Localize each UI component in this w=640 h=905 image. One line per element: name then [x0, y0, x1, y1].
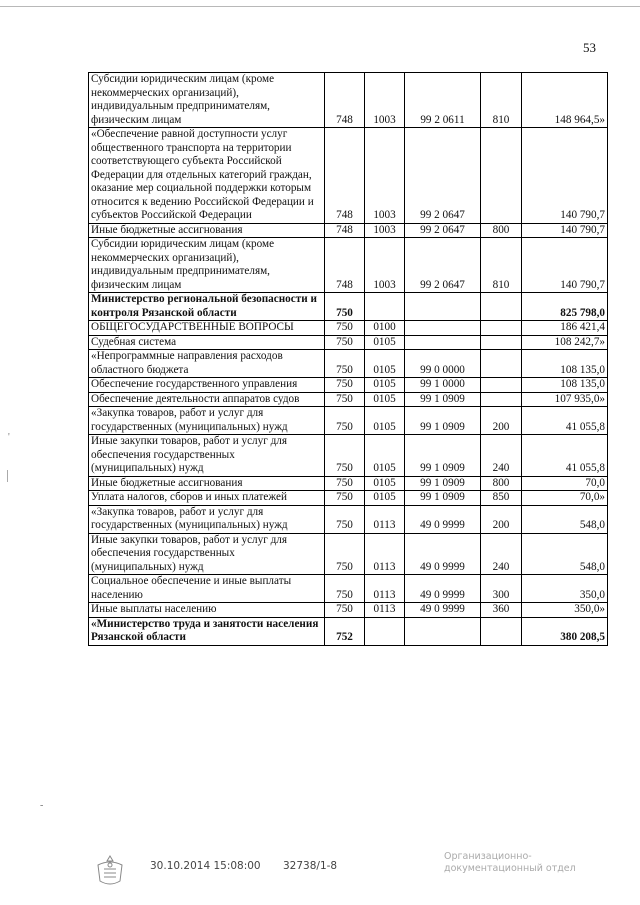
stamp-line-2: документационный отдел: [444, 863, 576, 874]
cell-ministry: 750: [325, 435, 365, 477]
table-row: [89, 293, 608, 321]
cell-ministry: 750: [325, 407, 365, 435]
cell-amount: 41 055,8: [522, 407, 608, 435]
cell-target: [405, 617, 481, 645]
cell-amount: 380 208,5: [522, 617, 608, 645]
cell-type: [481, 335, 522, 350]
cell-amount: 107 935,0»: [522, 392, 608, 407]
cell-ministry: 750: [325, 575, 365, 603]
cell-section: 1003: [365, 223, 405, 238]
cell-type: [481, 321, 522, 336]
cell-name: «Обеспечение равной доступности услуг общественного транспорта на территории соответствующего субъекта Российской Федерации для отдельных категорий граждан, оказание мер социальной поддержки которым относится к ведению Российской Федерации и субъектов Российской Федерации: [89, 128, 325, 224]
cell-target: 99 2 0647: [405, 223, 481, 238]
cell-section: 0105: [365, 476, 405, 491]
cell-type: [481, 378, 522, 393]
cell-target: [405, 293, 481, 321]
footer-doc-number: 32738/1-8: [283, 860, 338, 872]
budget-table-body: [89, 73, 608, 646]
cell-type: 200: [481, 407, 522, 435]
cell-target: 49 0 9999: [405, 603, 481, 618]
cell-ministry: 748: [325, 128, 365, 224]
cell-section: 0105: [365, 491, 405, 506]
cell-ministry: 750: [325, 321, 365, 336]
cell-amount: 70,0»: [522, 491, 608, 506]
cell-amount: 186 421,4: [522, 321, 608, 336]
table-row: [89, 321, 608, 336]
cell-ministry: 748: [325, 223, 365, 238]
table-row: [89, 128, 608, 224]
cell-name: ОБЩЕГОСУДАРСТВЕННЫЕ ВОПРОСЫ: [89, 321, 325, 336]
cell-name: Субсидии юридическим лицам (кроме некоммерческих организаций), индивидуальным предпринимателям, физическим лицам: [89, 238, 325, 293]
table-row: [89, 407, 608, 435]
cell-section: 0105: [365, 378, 405, 393]
top-scan-edge-line: [0, 6, 640, 7]
cell-amount: 108 135,0: [522, 378, 608, 393]
table-row: [89, 435, 608, 477]
cell-name: Иные закупки товаров, работ и услуг для обеспечения государственных (муниципальных) нужд: [89, 435, 325, 477]
budget-table: [88, 72, 608, 646]
cell-amount: 140 790,7: [522, 238, 608, 293]
cell-ministry: 750: [325, 392, 365, 407]
cell-target: 49 0 9999: [405, 505, 481, 533]
cell-name: Иные закупки товаров, работ и услуг для обеспечения государственных (муниципальных) нужд: [89, 533, 325, 575]
cell-section: 0100: [365, 321, 405, 336]
table-row: [89, 476, 608, 491]
cell-section: 0105: [365, 350, 405, 378]
cell-amount: 70,0: [522, 476, 608, 491]
cell-amount: 41 055,8: [522, 435, 608, 477]
cell-ministry: 750: [325, 335, 365, 350]
cell-target: 99 1 0909: [405, 392, 481, 407]
department-stamp: [444, 851, 576, 875]
cell-target: 99 2 0647: [405, 128, 481, 224]
cell-amount: 108 242,7»: [522, 335, 608, 350]
cell-amount: 350,0»: [522, 603, 608, 618]
cell-amount: 548,0: [522, 505, 608, 533]
cell-amount: 825 798,0: [522, 293, 608, 321]
table-row: [89, 603, 608, 618]
cell-amount: 148 964,5»: [522, 73, 608, 128]
cell-target: [405, 321, 481, 336]
cell-name: Социальное обеспечение и иные выплаты населению: [89, 575, 325, 603]
table-row: [89, 617, 608, 645]
cell-ministry: 750: [325, 603, 365, 618]
cell-type: 360: [481, 603, 522, 618]
stamp-line-1: Организационно-: [444, 851, 532, 862]
cell-ministry: 750: [325, 378, 365, 393]
cell-amount: 140 790,7: [522, 223, 608, 238]
cell-name: Иные выплаты населению: [89, 603, 325, 618]
cell-section: [365, 617, 405, 645]
cell-section: 0113: [365, 575, 405, 603]
cell-type: 810: [481, 73, 522, 128]
cell-type: 800: [481, 223, 522, 238]
cell-name: Министерство региональной безопасности и контроля Рязанской области: [89, 293, 325, 321]
cell-name: Иные бюджетные ассигнования: [89, 223, 325, 238]
cell-name: Обеспечение деятельности аппаратов судов: [89, 392, 325, 407]
table-row: [89, 533, 608, 575]
cell-amount: 108 135,0: [522, 350, 608, 378]
coat-of-arms-icon: [90, 853, 130, 889]
cell-ministry: 750: [325, 505, 365, 533]
cell-name: Субсидии юридическим лицам (кроме некоммерческих организаций), индивидуальным предпринимателям, физическим лицам: [89, 73, 325, 128]
cell-target: 99 1 0909: [405, 476, 481, 491]
footer-timestamp: 30.10.2014 15:08:00: [150, 860, 261, 872]
cell-type: [481, 128, 522, 224]
cell-target: 99 1 0000: [405, 378, 481, 393]
table-row: [89, 223, 608, 238]
cell-target: 99 1 0909: [405, 491, 481, 506]
cell-section: 0113: [365, 505, 405, 533]
cell-amount: 140 790,7: [522, 128, 608, 224]
cell-target: 99 1 0909: [405, 407, 481, 435]
table-row: [89, 350, 608, 378]
cell-target: 99 0 0000: [405, 350, 481, 378]
margin-dash: -: [40, 800, 44, 811]
cell-ministry: 750: [325, 293, 365, 321]
cell-ministry: 750: [325, 350, 365, 378]
cell-target: 99 1 0909: [405, 435, 481, 477]
cell-ministry: 750: [325, 491, 365, 506]
cell-section: 1003: [365, 128, 405, 224]
table-row: [89, 491, 608, 506]
cell-section: 0113: [365, 603, 405, 618]
table-row: [89, 392, 608, 407]
cell-type: 810: [481, 238, 522, 293]
cell-target: 49 0 9999: [405, 533, 481, 575]
cell-section: 0113: [365, 533, 405, 575]
cell-name: Судебная система: [89, 335, 325, 350]
table-row: [89, 505, 608, 533]
table-row: [89, 238, 608, 293]
cell-type: [481, 293, 522, 321]
margin-mark: ': [8, 432, 10, 443]
cell-name: Иные бюджетные ассигнования: [89, 476, 325, 491]
cell-name: Уплата налогов, сборов и иных платежей: [89, 491, 325, 506]
cell-type: [481, 392, 522, 407]
cell-section: 0105: [365, 407, 405, 435]
table-row: [89, 73, 608, 128]
cell-name: «Закупка товаров, работ и услуг для государственных (муниципальных) нужд: [89, 407, 325, 435]
table-row: [89, 575, 608, 603]
cell-section: 0105: [365, 335, 405, 350]
cell-type: [481, 350, 522, 378]
cell-type: 200: [481, 505, 522, 533]
cell-amount: 548,0: [522, 533, 608, 575]
cell-section: 1003: [365, 73, 405, 128]
cell-type: 300: [481, 575, 522, 603]
cell-ministry: 748: [325, 73, 365, 128]
cell-name: «Министерство труда и занятости населения Рязанской области: [89, 617, 325, 645]
cell-section: [365, 293, 405, 321]
cell-section: 1003: [365, 238, 405, 293]
cell-amount: 350,0: [522, 575, 608, 603]
cell-ministry: 752: [325, 617, 365, 645]
cell-target: 99 2 0647: [405, 238, 481, 293]
cell-ministry: 750: [325, 476, 365, 491]
cell-section: 0105: [365, 435, 405, 477]
table-row: [89, 335, 608, 350]
cell-target: 49 0 9999: [405, 575, 481, 603]
cell-name: Обеспечение государственного управления: [89, 378, 325, 393]
cell-type: 240: [481, 533, 522, 575]
page-number: 53: [583, 40, 596, 55]
cell-type: [481, 617, 522, 645]
cell-target: 99 2 0611: [405, 73, 481, 128]
cell-type: 850: [481, 491, 522, 506]
cell-target: [405, 335, 481, 350]
cell-name: «Закупка товаров, работ и услуг для государственных (муниципальных) нужд: [89, 505, 325, 533]
cell-name: «Непрограммные направления расходов областного бюджета: [89, 350, 325, 378]
margin-tick: [7, 470, 8, 482]
cell-ministry: 750: [325, 533, 365, 575]
cell-ministry: 748: [325, 238, 365, 293]
cell-type: 800: [481, 476, 522, 491]
cell-section: 0105: [365, 392, 405, 407]
table-row: [89, 378, 608, 393]
cell-type: 240: [481, 435, 522, 477]
